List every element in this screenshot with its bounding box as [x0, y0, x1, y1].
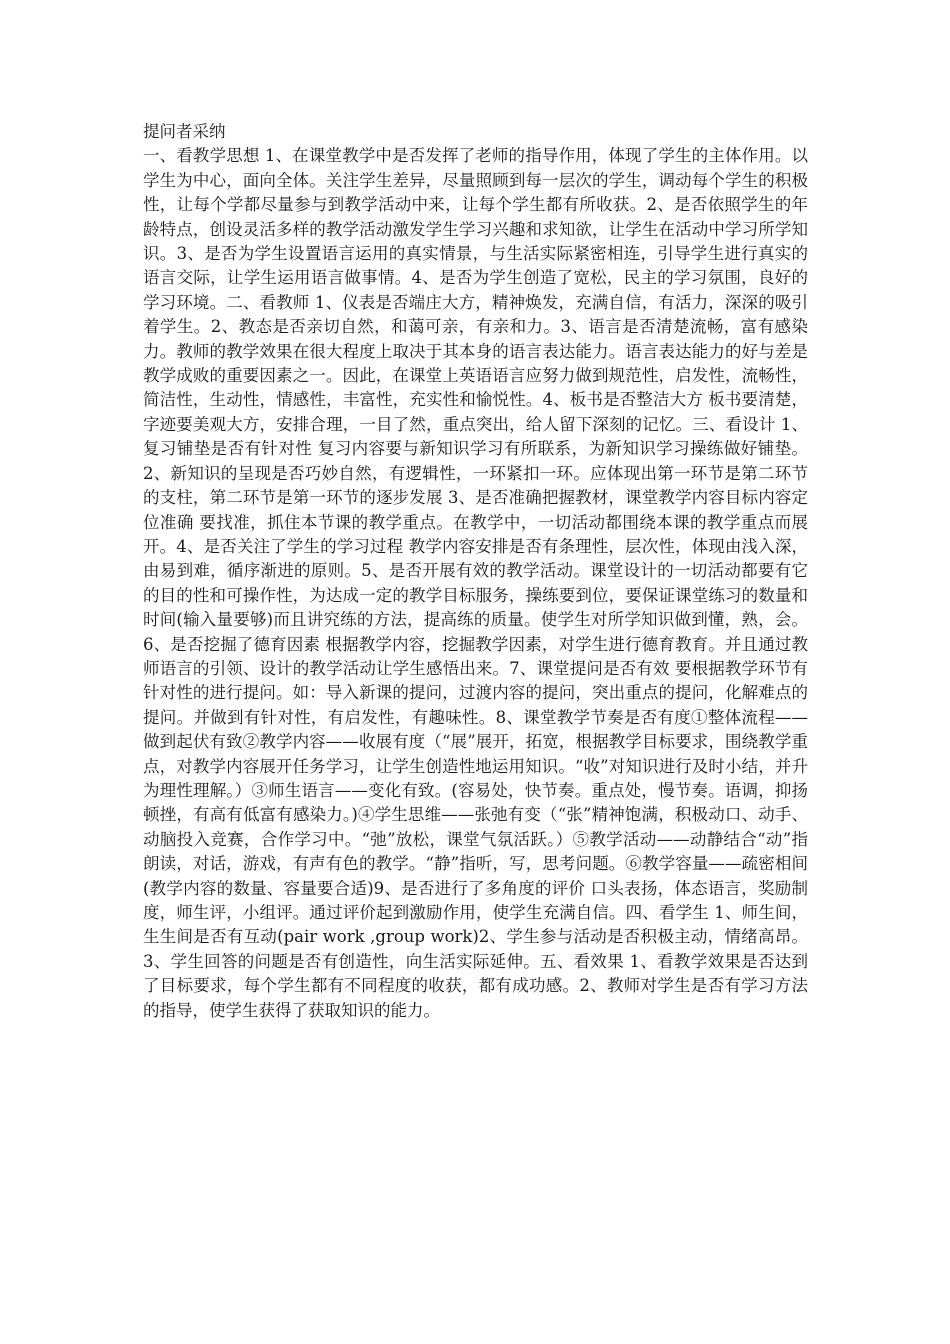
document-content: [143, 120, 808, 1023]
document-body-text: 一、看教学思想 1、在课堂教学中是否发挥了老师的指导作用，体现了学生的主体作用。以学生为中心，面向全体。关注学生差异，尽量照顾到每一层次的学生，调动每个学生的积极性，让每个学都尽量参与到教学活动中来，让每个学生都有所收获。2、是否依照学生的年龄特点，创设灵活多样的教学活动激发学生学习兴趣和求知欲，让学生在活动中学习所学知识。3、是否为学生设置语言运用的真实情景，与生活实际紧密相连，引导学生进行真实的语言交际，让学生运用语言做事情。4、是否为学生创造了宽松，民主的学习氛围，良好的学习环境。二、看教师 1、仪表是否端庄大方，精神焕发，充满自信，有活力，深深的吸引着学生。2、教态是否亲切自然，和蔼可亲，有亲和力。3、语言是否清楚流畅，富有感染力。教师的教学效果在很大程度上取决于其本身的语言表达能力。语言表达能力的好与差是教学成败的重要因素之一。因此，在课堂上英语语言应努力做到规范性，启发性，流畅性，简洁性，生动性，情感性，丰富性，充实性和愉悦性。4、板书是否整洁大方 板书要清楚，字迹要美观大方，安排合理，一目了然，重点突出，给人留下深刻的记忆。三、看设计 1、复习铺垫是否有针对性 复习内容要与新知识学习有所联系，为新知识学习操练做好铺垫。2、新知识的呈现是否巧妙自然，有逻辑性，一环紧扣一环。应体现出第一环节是第二环节的支柱，第二环节是第一环节的逐步发展 3、是否准确把握教材，课堂教学内容目标内容定位准确 要找准，抓住本节课的教学重点。在教学中，一切活动都围绕本课的教学重点而展开。4、是否关注了学生的学习过程 教学内容安排是否有条理性，层次性，体现由浅入深，由易到难，循序渐进的原则。5、是否开展有效的教学活动。课堂设计的一切活动都要有它的目的性和可操作性，为达成一定的教学目标服务，操练要到位，要保证课堂练习的数量和时间(输入量要够)而且讲究练的方法，提高练的质量。使学生对所学知识做到懂，熟，会。6、是否挖掘了德育因素 根据教学内容，挖掘教学因素，对学生进行德育教育。并且通过教师语言的引领、设计的教学活动让学生感悟出来。7、课堂提问是否有效 要根据教学环节有针对性的进行提问。如：导入新课的提问，过渡内容的提问，突出重点的提问，化解难点的提问。并做到有针对性，有启发性，有趣味性。8、课堂教学节奏是否有度①整体流程——做到起伏有致②教学内容——收展有度（“展”展开，拓宽，根据教学目标要求，围绕教学重点，对教学内容展开任务学习，让学生创造性地运用知识。“收”对知识进行及时小结，并升为理性理解。）③师生语言——变化有致。(容易处，快节奏。重点处，慢节奏。语调，抑扬顿挫，有高有低富有感染力。)④学生思维——张弛有变（“张”精神饱满，积极动口、动手、动脑投入竞赛，合作学习中。“弛”放松，课堂气氛活跃。）⑤教学活动——动静结合“动”指朗读，对话，游戏，有声有色的教学。“静”指听，写，思考问题。⑥教学容量——疏密相间(教学内容的数量、容量要合适)9、是否进行了多角度的评价 口头表扬，体态语言，奖励制度，师生评，小组评。通过评价起到激励作用，使学生充满自信。四、看学生 1、师生间，生生间是否有互动(pair work ,group work)2、学生参与活动是否积极主动，情绪高昂。3、学生回答的问题是否有创造性，向生活实际延伸。五、看效果 1、看教学效果是否达到了目标要求，每个学生都有不同程度的收获，都有成功感。2、教师对学生是否有学习方法的指导，使学生获得了获取知识的能力。: [143, 146, 808, 1020]
document-title: 提问者采纳: [143, 122, 226, 141]
